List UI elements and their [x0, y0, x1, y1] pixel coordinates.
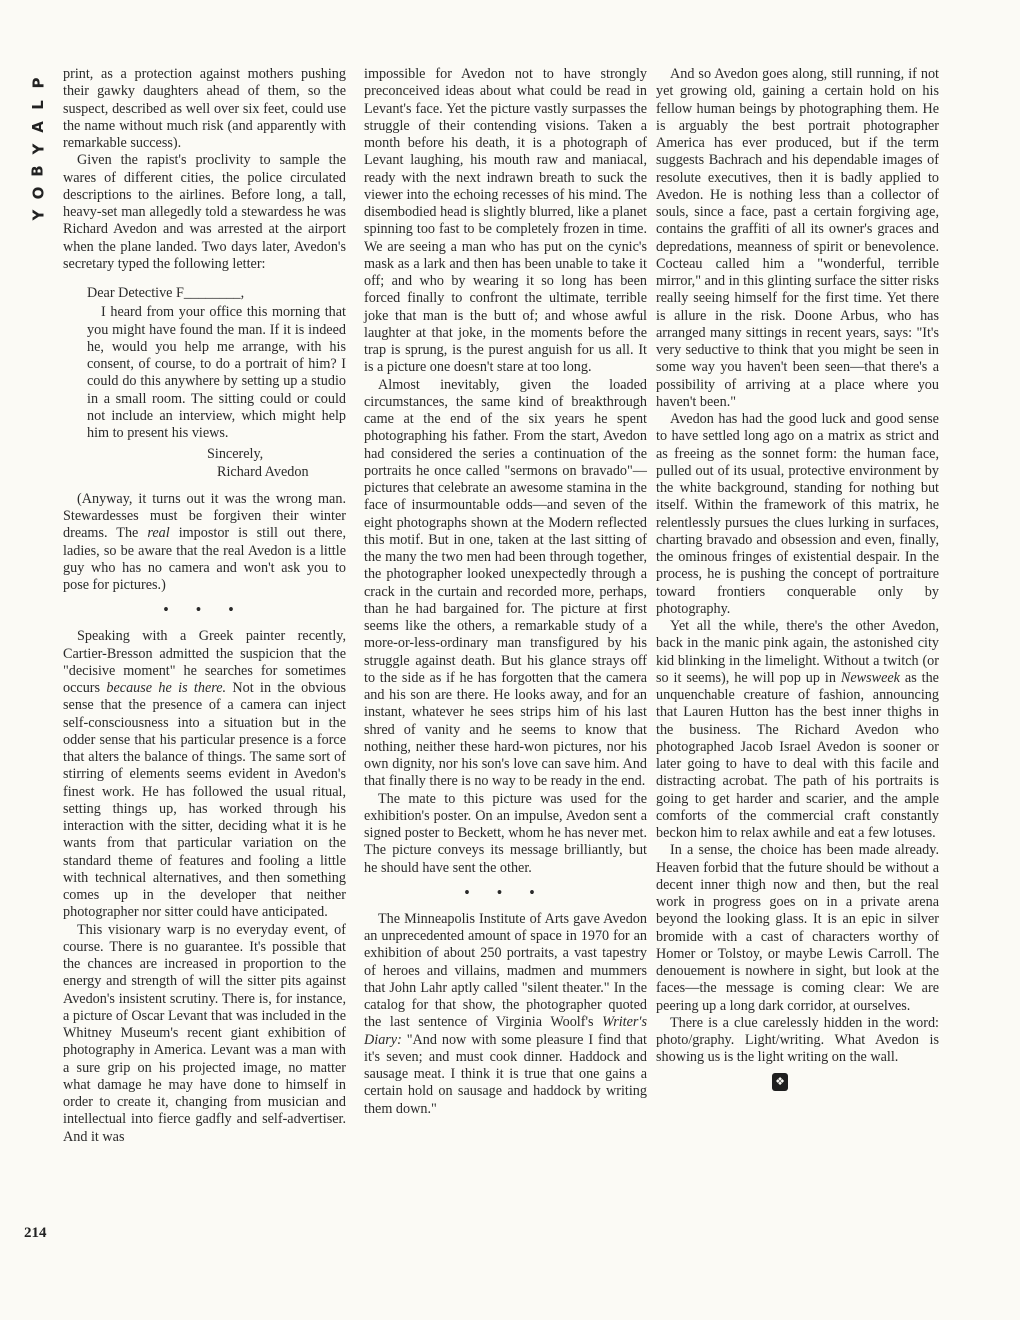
masthead-letter: Y: [29, 209, 47, 221]
paragraph: The Minneapolis Institute of Arts gave Avedon an unprecedented amount of space in 1970 for an exhibition of about 250 portraits, a vast tapestry of heroes and villains, madmen and mummers that John Lahr aptly called "silent theater." In the catalog for that show, the photographer quoted the last sentence of Virginia Woolf's Writer's Diary: "And now with some pleasure I find that it's seven; and must cook dinner. Haddock and sausage meat. I think it is true that one gains a certain hold on sausage and haddock by writing them down.": [364, 910, 647, 1117]
masthead-letter: P: [29, 77, 47, 89]
rabbit-head-icon: ❖: [772, 1073, 788, 1091]
paragraph: This visionary warp is no everyday event, of course. There is no guarantee. It's possible that the chances are increased in proportion to the energy and strength of will the sitter pits against Avedon's insistent scrutiny. There is, for instance, a picture of Oscar Levant that was included in the Whitney Museum's recent giant exhibition of photography in America. Levant was a man with a sure grip on his projected image, no matter what damage he may have done to himself in order to create it, changing from musician and intellectual into fierce gadfly and self-advertiser. And it was: [63, 921, 346, 1145]
magazine-masthead: [27, 72, 49, 226]
paragraph: There is a clue carelessly hidden in the word: photo/graphy. Light/writing. What Avedon is showing us is the light writing on the wall.: [656, 1014, 939, 1066]
masthead-letter: A: [28, 121, 47, 133]
quoted-letter: [87, 285, 346, 481]
paragraph: The mate to this picture was used for the exhibition's poster. On an impulse, Avedon sent a signed poster to Beckett, whom he has never met. The picture conveys its message brilliantly, but he should have sent the other.: [364, 790, 647, 876]
paragraph: print, as a protection against mothers pushing their gawky daughters ahead of them, so the suspect, described as well over six feet, could use the name without much risk (and apparently with remarkable success).: [63, 66, 346, 151]
masthead-letter: B: [29, 165, 47, 177]
masthead-letter: L: [29, 100, 47, 110]
paragraph: (Anyway, it turns out it was the wrong man. Stewardesses must be forgiven their winter dreams. The real impostor is still out there, ladies, so be aware that the real Avedon is a little guy who has no camera and won't ask you to pose for pictures.): [63, 490, 346, 593]
article-column-3: [656, 66, 939, 1246]
italic-emphasis: Writer's Diary:: [364, 1014, 647, 1048]
paragraph: Given the rapist's proclivity to sample the wares of different cities, the police circulated descriptions to the airlines. Before long, a tall, heavy-set man allegedly told a stewardess he was Richard Avedon and was arrested at the airport when the plane landed. Two days later, Avedon's secretary typed the following letter:: [63, 152, 346, 272]
paragraph: Speaking with a Greek painter recently, Cartier-Bresson admitted the suspicion that the "decisive moment" he searches for sometimes occurs because he is there. Not in the obvious sense that the presence of a camera can inject self-consciousness into a situation but in the odder sense that his particular presence is a force that alters the balance of things. The same sort of stirring of elements seems evident in Avedon's finest work. He has followed the usual ritual, setting things up, has worked through his interaction with the sitter, deciding what it is he wants from that particular variation on the standard theme of features and fooling a little with technical alternatives, and then something comes up in the developer that neither photographer nor sitter could have anticipated.: [63, 628, 347, 921]
paragraph: Almost inevitably, given the loaded circumstances, the same kind of breakthrough came at the end of the six years he spent photographing his father. From the start, Avedon had considered the series a continuation of the portraits he once called "sermons on bravado"—pictures that celebrate an awesome stamina in the face of insurmountable odds—and seven of the eight photographs shown at the Modern reflected this motif. But in one, taken at the last sitting of the many the two men had been through together, the photographer looked unexpectedly through a crack in the curtain and recorded more, perhaps, than he had bargained for. The picture at first seems like the others, a remarkable study of a more-or-less-ordinary man transfigured by his struggle against death. But his glance strays off to the side as if he has forgotten that the camera and his son are there. He looks away, and for an instant, whatever he sees strips him of his last shred of vanity and he seems to know that nothing, neither these hard-won pictures, nor his own dignity, nor his son's love can save him. And that finally there is no way to be ready in the end.: [364, 376, 647, 790]
masthead-letter: O: [28, 186, 47, 200]
article-column-2: [364, 66, 647, 1246]
letter-signature: Richard Avedon: [217, 463, 309, 480]
paragraph: In a sense, the choice has been made already. Heaven forbid that the future should be without a decent inner thigh now and then, but the real work in progress goes on in a private arena beyond the looking glass. It is an epic in silver bromide with a cast of characters worthy of Homer or Tolstoy, or maybe Lewis Carroll. The denouement is nowhere in sight, but look at the faces—the message is coming clear: We are peering up a long dark corridor, at ourselves.: [656, 842, 939, 1014]
italic-emphasis: Newsweek: [840, 669, 900, 686]
section-break: • • •: [464, 884, 547, 901]
italic-emphasis: because he is there.: [106, 680, 227, 696]
article-column-1: [63, 66, 346, 1246]
letter-salutation: Dear Detective F________,: [87, 285, 245, 301]
paragraph: Avedon has had the good luck and good sense to have settled long ago on a matrix as strict and as freeing as the sonnet form: the human face, pulled out of its usual, protective environment by the white background, standing for nothing but itself. Within the framework of this matrix, he relentlessly pursues the clues lurking in surfaces, charting bravado and obsession and even, finally, the ominous fringes of existential despair. In the process, he is pushing the concept of portraiture toward frontiers conquerable only by photography.: [656, 411, 939, 617]
paragraph: Yet all the while, there's the other Avedon, back in the manic pink again, the astonished city kid blinking in the limelight. Without a twitch (or so it seems), he will pop up in Newsweek as the unquenchable creature of fashion, announcing that Lauren Hutton has the best inner thighs in the business. The Richard Avedon who photographed Jacob Israel Avedon is sooner or later going to have to deal with this facile and distracting acrobat. The path of his portraits is going to get harder and scarier, and the ample comforts of the commercial craft constantly beckon him to relax awhile and eat a few lotuses.: [656, 618, 939, 841]
paragraph: And so Avedon goes along, still running, if not yet growing old, gaining a certain hold on his fellow human beings by photographing them. He is arguably the best portrait photographer America has ever produced, but if the term suggests Bachrach and his dependable images of resolute executives, then it is badly applied to Avedon. He is nothing less than a collector of souls, since a face, past a certain forgiving age, contains the graffiti of all its owner's graces and depredations, meanness of spirit or benevolence. Cocteau called him a "wonderful, terrible mirror," and in this glinting surface the sitter risks really seeing himself for the first time. Yet there is allure in the risk. Doone Arbus, who has arranged many sittings in recent years, says: "It's very seductive to think that you might be seen in some way you haven't been seen—that there's a possibility of arriving at a place where you haven't been.": [656, 66, 940, 410]
paragraph: impossible for Avedon not to have strongly preconceived ideas about what could be read in Levant's face. Yet the picture vastly surpasses the struggle of their contending visions. Taken a month before his death, it is a photograph of Levant laughing, his mouth raw and maniacal, ready with the next indrawn breath to suck the viewer into the echoing recesses of his mind. The disembodied head is slightly blurred, like a planet spinning too fast to be completely frozen in time. We are seeing a man who has put on the cynic's mask as a lark and then has been unable to take it off; and who by wearing it so long has been forced finally to confront the ultimate, terrible joke that man is the butt of; and whose awful laughter at that joke, in the moments before the trap is sprung, is the purest anguish for us all. It is a picture one doesn't stare at too long.: [364, 66, 647, 376]
letter-closing: Sincerely,: [207, 446, 264, 463]
page-number: 214: [24, 1225, 47, 1241]
masthead-letter: Y: [29, 143, 47, 155]
italic-emphasis: real: [147, 525, 170, 542]
section-break: • • •: [163, 602, 246, 619]
letter-body: I heard from your office this morning that you might have found the man. If it is indeed he, would you help me arrange, with his consent, of course, to do a portrait of him? I could do this anywhere by setting up a studio in a small room. The sitting could or could not include an interview, which might help him to present his views.: [87, 304, 346, 441]
